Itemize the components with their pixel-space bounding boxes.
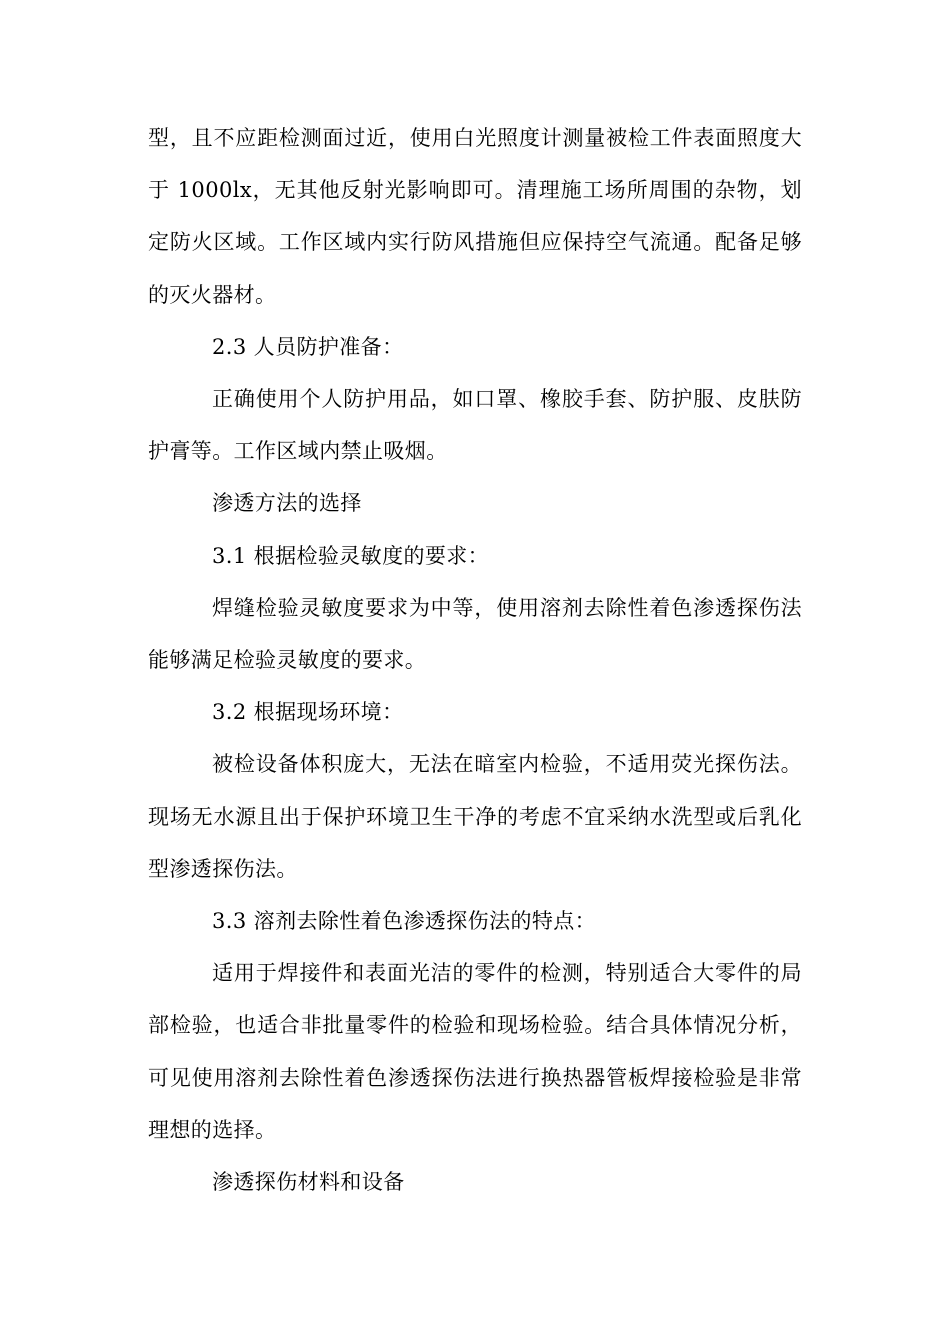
section-heading-materials-equipment: 渗透探伤材料和设备: [212, 1170, 405, 1195]
section-heading-3-1: 3.1 根据检验灵敏度的要求：: [212, 543, 490, 568]
paragraph-personal-protection: 正确使用个人防护用品，如口罩、橡胶手套、防护服、皮肤防护膏等。工作区域内禁止吸烟。: [148, 387, 802, 464]
section-heading-method-selection: 渗透方法的选择: [212, 491, 362, 516]
paragraph-continuation: 型，且不应距检测面过近，使用白光照度计测量被检工件表面照度大于 1000lx，无其他反射光影响即可。清理施工场所周围的杂物，划定防火区域。工作区域内实行防风措施但应保持空气流通。配备足够的灭火器材。: [148, 126, 802, 307]
paragraph-sensitivity: 焊缝检验灵敏度要求为中等，使用溶剂去除性着色渗透探伤法能够满足检验灵敏度的要求。: [148, 595, 802, 673]
document-body: [148, 112, 802, 1208]
paragraph-method-features: 适用于焊接件和表面光洁的零件的检测，特别适合大零件的局部检验，也适合非批量零件的检验和现场检验。结合具体情况分析，可见使用溶剂去除性着色渗透探伤法进行换热器管板焊接检验是非常理想的选择。: [148, 961, 802, 1142]
paragraph-site-environment: 被检设备体积庞大，无法在暗室内检验，不适用荧光探伤法。现场无水源且出于保护环境卫生干净的考虑不宜采纳水洗型或后乳化型渗透探伤法。: [148, 752, 802, 881]
section-heading-2-3: 2.3 人员防护准备：: [212, 334, 404, 359]
section-heading-3-3: 3.3 溶剂去除性着色渗透探伤法的特点：: [212, 909, 597, 934]
section-heading-3-2: 3.2 根据现场环境：: [212, 700, 404, 725]
